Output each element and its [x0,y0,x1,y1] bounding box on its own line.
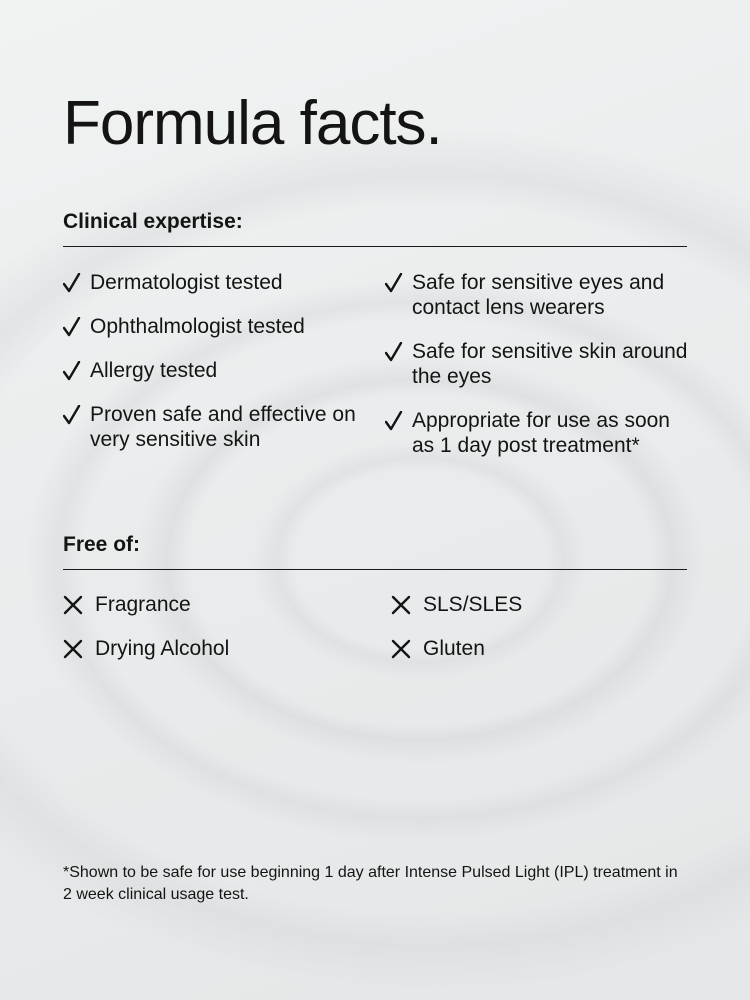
free-of-list-left [63,592,363,680]
list-item-label: Safe for sensitive skin around the eyes [412,340,688,388]
page-title: Formula facts. [63,89,442,158]
checkmark-icon [385,411,403,431]
clinical-expertise-heading: Clinical expertise: [63,210,687,247]
list-item [63,314,363,339]
list-item [391,636,691,661]
list-item-label: Appropriate for use as soon as 1 day post treatment* [412,409,670,457]
list-item [63,358,363,383]
list-item-label: Allergy tested [90,359,218,382]
list-item [385,270,695,320]
checkmark-icon [63,317,81,337]
list-item [385,339,695,389]
list-item-label: Drying Alcohol [95,637,230,660]
clinical-list-right [385,270,695,477]
checkmark-icon [63,405,81,425]
checkmark-icon [63,361,81,381]
list-item [63,402,363,452]
list-item-label: SLS/SLES [423,593,523,616]
list-item-label: Fragrance [95,593,191,616]
clinical-list-left [63,270,363,471]
list-item [63,636,363,661]
x-mark-icon [63,595,83,615]
list-item-label: Safe for sensitive eyes and contact lens wearers [412,271,665,319]
footnote: *Shown to be safe for use beginning 1 day after Intense Pulsed Light (IPL) treatment in 2 week clinical usage test. [63,864,678,903]
list-item-label: Proven safe and effective on very sensitive skin [90,403,356,451]
x-mark-icon [63,639,83,659]
list-item-label: Ophthalmologist tested [90,315,305,338]
checkmark-icon [63,273,81,293]
list-item [385,408,695,458]
checkmark-icon [385,342,403,362]
checkmark-icon [385,273,403,293]
x-mark-icon [391,639,411,659]
free-of-heading: Free of: [63,533,687,570]
list-item-label: Gluten [423,637,485,660]
list-item-label: Dermatologist tested [90,271,283,294]
list-item [391,592,691,617]
list-item [63,592,363,617]
list-item [63,270,363,295]
x-mark-icon [391,595,411,615]
free-of-list-right [391,592,691,680]
